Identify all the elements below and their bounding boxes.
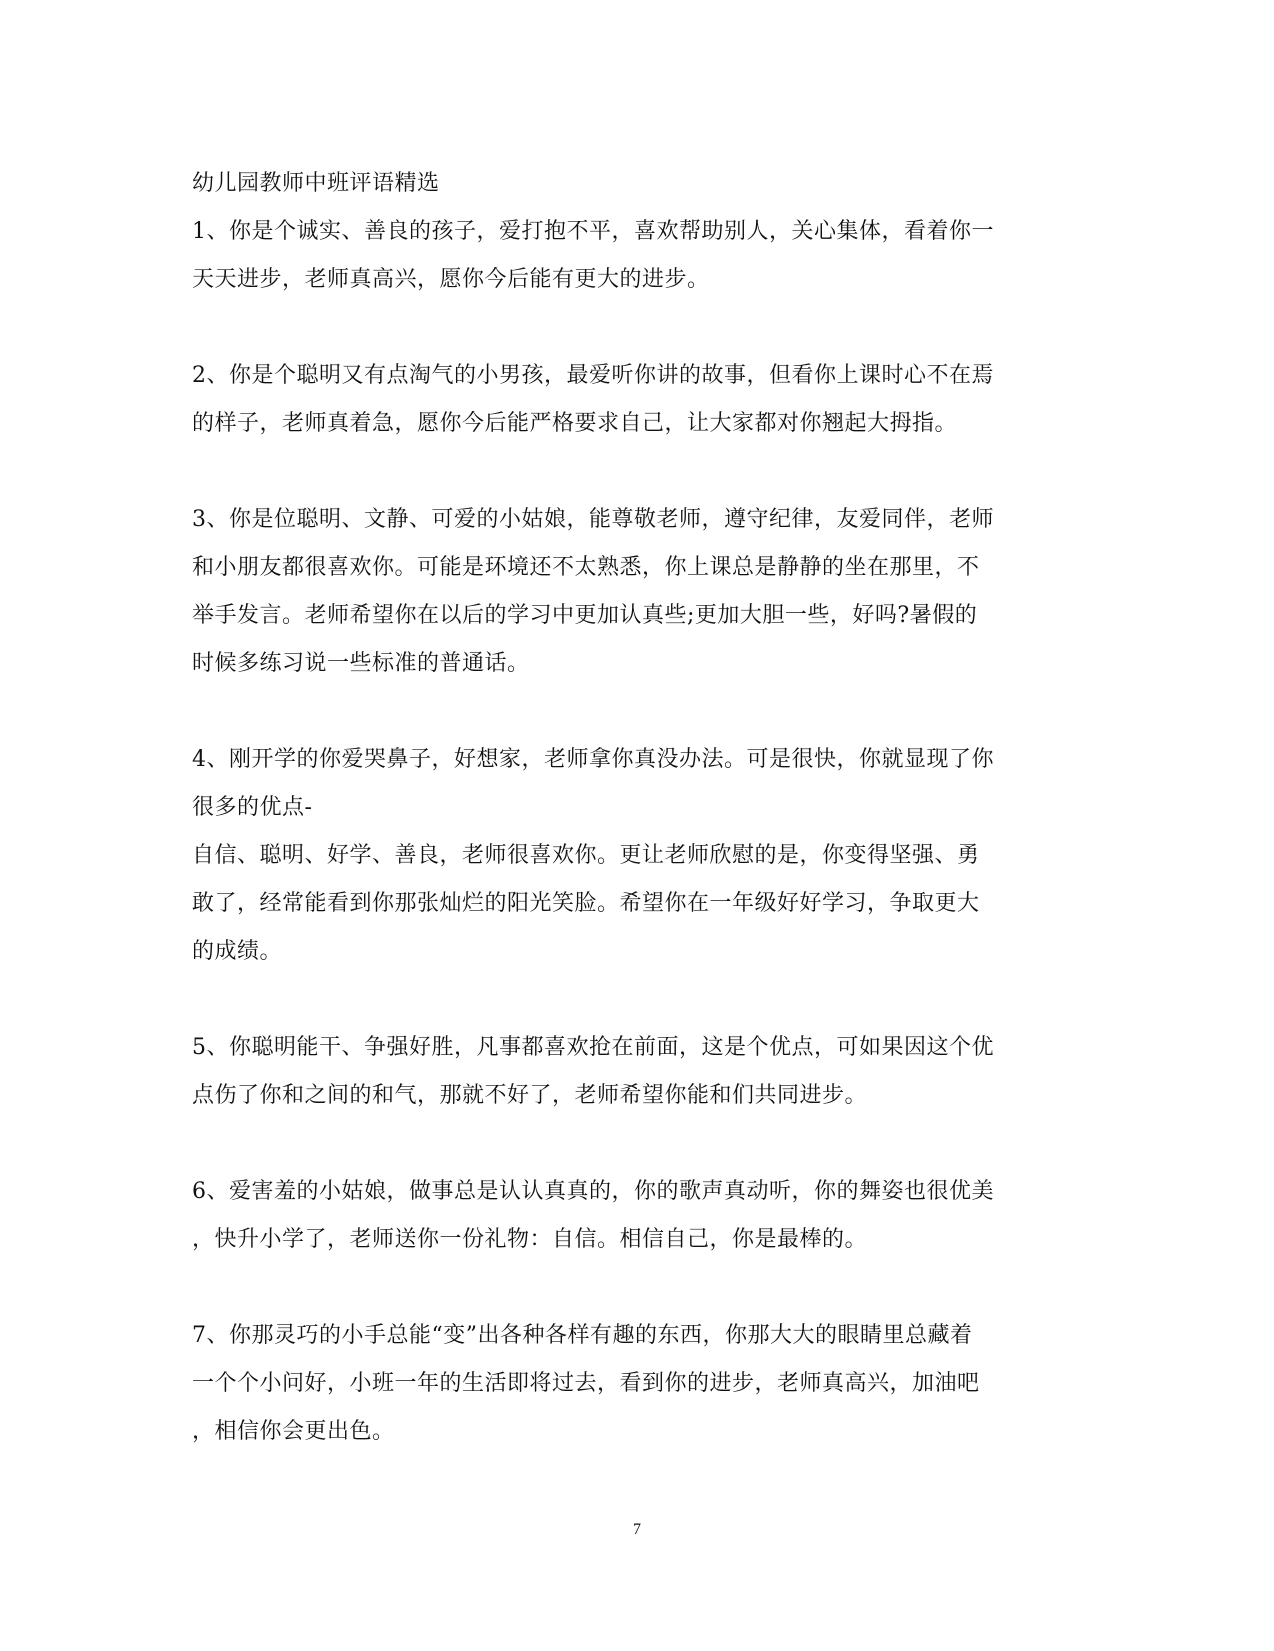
comment-paragraph — [192, 1312, 1092, 1456]
comment-paragraph — [192, 352, 1092, 448]
comment-line: 时候多练习说一些标准的普通话。 — [192, 651, 530, 676]
comment-line: 敢了，经常能看到你那张灿烂的阳光笑脸。希望你在一年级好好学习，争取更大 — [192, 891, 980, 916]
comment-line: 5、你聪明能干、争强好胜，凡事都喜欢抢在前面，这是个优点，可如果因这个优 — [192, 1035, 994, 1060]
comment-line: 1、你是个诚实、善良的孩子，爱打抱不平，喜欢帮助别人，关心集体，看着你一 — [192, 219, 994, 244]
comment-line: 自信、聪明、好学、善良，老师很喜欢你。更让老师欣慰的是，你变得坚强、勇 — [192, 843, 980, 868]
comment-line: ，相信你会更出色。 — [192, 1419, 395, 1444]
comment-paragraph — [192, 736, 1092, 976]
comment-paragraph — [192, 1024, 1092, 1120]
comment-line: 7、你那灵巧的小手总能“变”出各种各样有趣的东西，你那大大的眼睛里总藏着 — [192, 1323, 973, 1348]
comment-line: 6、爱害羞的小姑娘，做事总是认认真真的，你的歌声真动听，你的舞姿也很优美 — [192, 1179, 994, 1204]
page-number: 7 — [633, 1521, 641, 1538]
comment-line: 3、你是位聪明、文静、可爱的小姑娘，能尊敬老师，遵守纪律，友爱同伴，老师 — [192, 507, 994, 532]
comment-paragraph — [192, 1168, 1092, 1264]
comment-line: 的成绩。 — [192, 939, 283, 964]
comment-line: 的样子，老师真着急，愿你今后能严格要求自己，让大家都对你翘起大拇指。 — [192, 411, 958, 436]
comment-paragraph — [192, 208, 1092, 304]
comment-line: 点伤了你和之间的和气，那就不好了，老师希望你能和们共同进步。 — [192, 1083, 868, 1108]
comment-line: 天天进步，老师真高兴，愿你今后能有更大的进步。 — [192, 267, 710, 292]
comment-line: 和小朋友都很喜欢你。可能是环境还不太熟悉，你上课总是静静的坐在那里，不 — [192, 555, 980, 580]
comment-line: ，快升小学了，老师送你一份礼物：自信。相信自己，你是最棒的。 — [192, 1227, 868, 1252]
comment-line: 4、刚开学的你爱哭鼻子，好想家，老师拿你真没办法。可是很快，你就显现了你 — [192, 747, 994, 772]
document-body — [192, 160, 1092, 1504]
comment-list — [192, 208, 1092, 1456]
comment-line: 举手发言。老师希望你在以后的学习中更加认真些;更加大胆一些，好吗?暑假的 — [192, 603, 978, 628]
comment-paragraph — [192, 496, 1092, 688]
comment-line: 2、你是个聪明又有点淘气的小男孩，最爱听你讲的故事，但看你上课时心不在焉 — [192, 363, 994, 388]
comment-line: 一个个小问好，小班一年的生活即将过去，看到你的进步，老师真高兴，加油吧 — [192, 1371, 980, 1396]
comment-line: 很多的优点- — [192, 795, 313, 820]
document-title: 幼儿园教师中班评语精选 — [192, 171, 440, 196]
